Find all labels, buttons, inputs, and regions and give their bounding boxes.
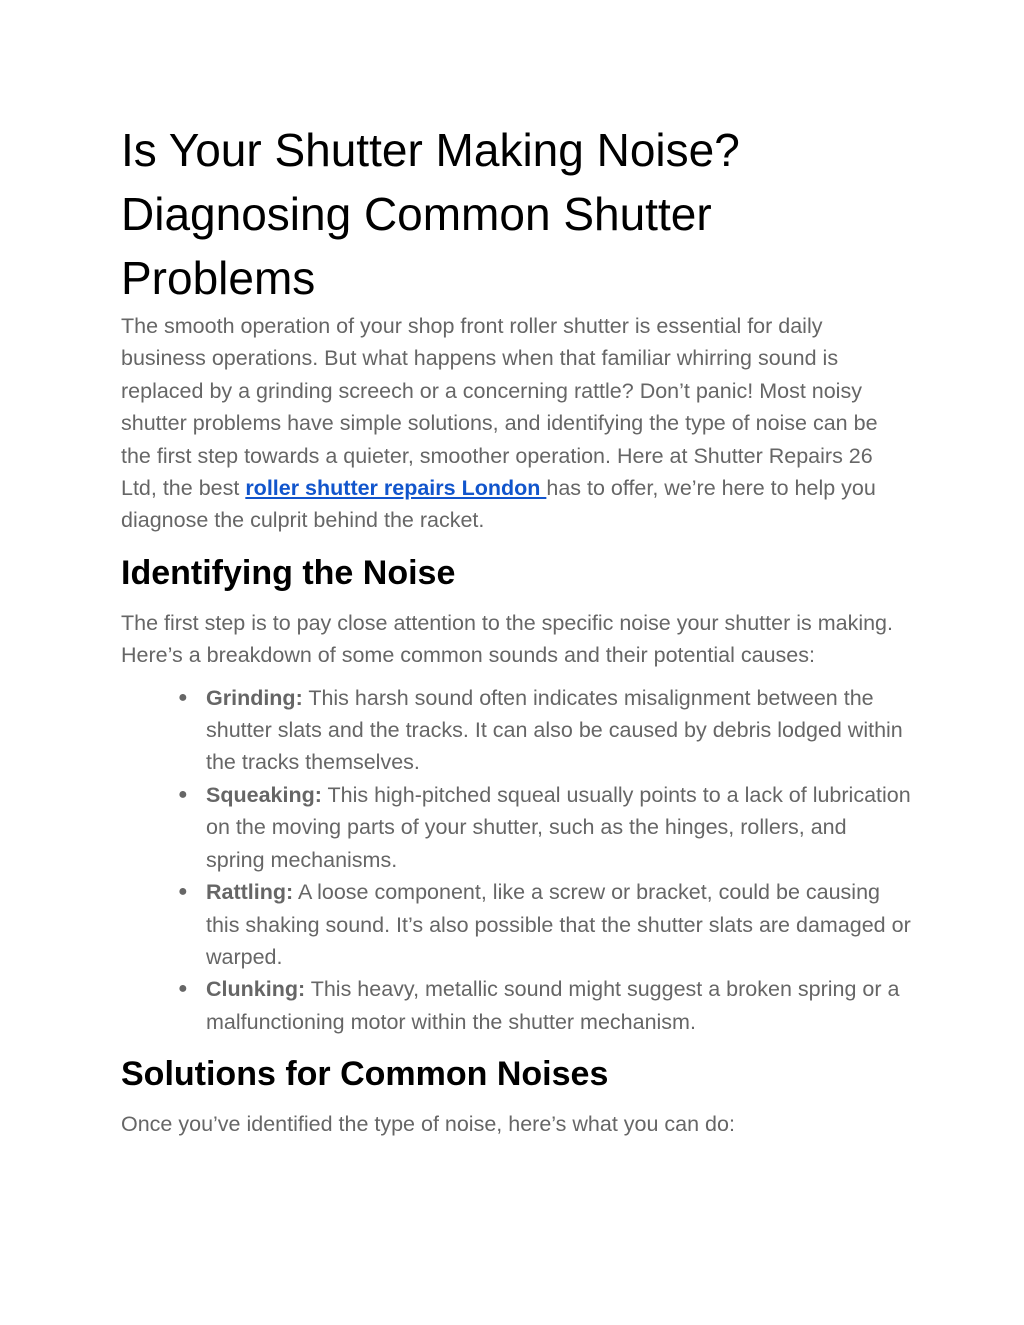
- intro-paragraph: [121, 310, 911, 537]
- identifying-noise-paragraph: The first step is to pay close attention to the specific noise your shutter is making. Here’s a breakdown of some common sounds and their potential causes:: [121, 610, 893, 668]
- list-item-label: Grinding:: [206, 685, 303, 710]
- title-line-3: Problems: [121, 252, 316, 304]
- list-item-label: Squeaking:: [206, 782, 322, 807]
- bullet-dot-icon: ●: [178, 688, 188, 706]
- intro-text-before-link: The smooth operation of your shop front roller shutter is essential for daily business operations. But what happens when that familiar whirring sound is replaced by a grinding screech or a concerning rattle? Don’t panic! Most noisy shutter problems have simple solutions, and identifying the type of noise can be the first step towards a quieter, smoother operation. Here at Shutter Repairs 26 Ltd, the best: [121, 314, 878, 501]
- solutions-heading: Solutions for Common Noises: [121, 1055, 609, 1094]
- solutions-paragraph: Once you’ve identified the type of noise, here’s what you can do:: [121, 1112, 735, 1137]
- identifying-noise-heading: Identifying the Noise: [121, 553, 456, 592]
- list-item-text: A loose component, like a screw or bracket, could be causing this shaking sound. It’s also possible that the shutter slats are damaged or warped.: [206, 880, 911, 969]
- list-item-grinding: [178, 682, 911, 779]
- bullet-dot-icon: ●: [178, 980, 188, 998]
- document-title: [121, 118, 911, 310]
- list-item-text: This harsh sound often indicates misalignment between the shutter slats and the tracks. It can also be caused by debris lodged within the tracks themselves.: [206, 685, 903, 775]
- list-item-label: Clunking:: [206, 977, 306, 1002]
- list-item-label: Rattling:: [206, 880, 294, 905]
- title-line-1: Is Your Shutter Making Noise?: [121, 124, 740, 176]
- list-item-text: This heavy, metallic sound might suggest a broken spring or a malfunctioning motor within the shutter mechanism.: [206, 977, 900, 1034]
- roller-shutter-repairs-link[interactable]: roller shutter repairs London: [245, 476, 547, 501]
- list-item-text: This high-pitched squeal usually points to a lack of lubrication on the moving parts of your shutter, such as the hinges, rollers, and spring mechanisms.: [206, 782, 911, 872]
- bullet-dot-icon: ●: [178, 785, 188, 803]
- list-item-clunking: [178, 973, 911, 1038]
- document-page: [121, 118, 911, 1141]
- noise-types-list: [121, 682, 911, 1038]
- bullet-dot-icon: ●: [178, 883, 188, 901]
- list-item-rattling: [178, 876, 911, 973]
- intro-text-after-link: has to offer, we’re here to help you diagnose the culprit behind the racket.: [121, 476, 876, 533]
- list-item-squeaking: [178, 779, 911, 876]
- title-line-2: Diagnosing Common Shutter: [121, 188, 712, 240]
